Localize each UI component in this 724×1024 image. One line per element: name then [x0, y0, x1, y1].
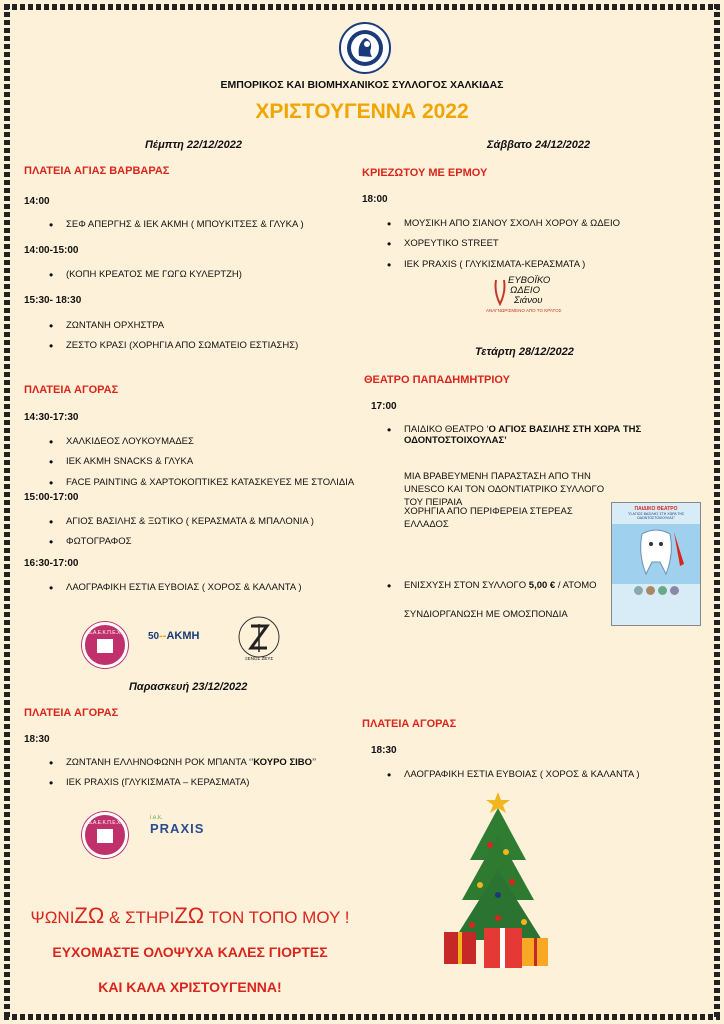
- sponsor-logo-icon: [646, 586, 655, 595]
- list-item: • ΙΕΚ PRAXIS (ΓΛΥΚΙΣΜΑΤΑ – ΚΕΡΑΣΜΑΤΑ): [44, 777, 364, 788]
- sponsor-logo-icon: [658, 586, 667, 595]
- lyre-icon: [494, 278, 508, 306]
- event-list: [382, 580, 622, 600]
- logo-line: ΩΔΕΙΟ: [510, 284, 540, 296]
- list-item: • ΖΩΝΤΑΝΗ ΕΛΛΗΝΟΦΩΝΗ ΡΟΚ ΜΠΑΝΤΑ ‘’ΚΟΥΡΟ ΣΙΒΟ’’: [44, 757, 364, 768]
- wednesday-venue: ΘΕΑΤΡΟ ΠΑΠΑΔΗΜΗΤΡΙΟΥ: [364, 374, 511, 386]
- event-list: [44, 269, 364, 289]
- time-slot: 14:30-17:30: [24, 412, 79, 423]
- list-item: • ΜΟΥΣΙΚΗ ΑΠΟ ΣΙΑΝΟΥ ΣΧΟΛΗ ΧΟΡΟΥ & ΩΔΕΙΟ: [382, 218, 702, 229]
- logo-line: ΕΥΒΟΪΚΟ: [508, 275, 551, 286]
- logo-line: Σιάνου: [514, 294, 543, 306]
- logo-subtitle: ΑΝΑΓΝΩΡΙΣΜΕΝΟ ΑΠΟ ΤΟ ΚΡΑΤΟΣ: [486, 307, 562, 313]
- time-slot: 18:30: [24, 734, 50, 745]
- time-slot: 17:00: [371, 401, 397, 412]
- daepex-logo-text: Δ.Α.Ε.Κ.Π.Ε.Χ.: [88, 820, 122, 826]
- praxis-logo: [150, 815, 204, 836]
- praxis-logo-text: PRAXIS: [150, 821, 205, 836]
- dashed-border-bottom: [4, 1014, 720, 1020]
- evoiko-odeio-logo: [486, 275, 570, 313]
- closing-wishes: ΕΥΧΟΜΑΣΤΕ ΟΛΟΨΥΧΑ ΚΑΛΕΣ ΓΙΟΡΤΕΣ: [52, 944, 328, 960]
- sponsor-logos-row: [612, 586, 700, 595]
- building-icon: [97, 829, 113, 843]
- akmh-logo-text: ΑΚΜΗ: [166, 630, 200, 642]
- zenos-zeus-logo-text: ΞΕΝΟΣ ΖΕΥΣ: [244, 656, 274, 661]
- list-item: • (ΚΟΠΗ ΚΡΕΑΤΟΣ ΜΕ ΓΩΓΩ ΚΥΛΕΡΤΖΗ): [44, 269, 364, 280]
- poster-title: ΠΑΙΔΙΚΟ ΘΕΑΤΡΟ: [634, 506, 678, 512]
- daepex-logo: [82, 812, 128, 858]
- daepex-logo: [82, 622, 128, 668]
- event-list: [382, 769, 702, 789]
- list-item: • ΖΩΝΤΑΝΗ ΟΡΧΗΣΤΡΑ: [44, 320, 364, 331]
- co-organization-note: ΣΥΝΔΙΟΡΓΑΝΩΣΗ ΜΕ ΟΜΟΣΠΟΝΔΙΑ: [404, 609, 568, 620]
- plateia-agoras-venue: ΠΛΑΤΕΙΑ ΑΓΟΡΑΣ: [362, 718, 457, 730]
- sponsor-note: ΧΟΡΗΓΙΑ ΑΠΟ ΠΕΡΙΦΕΡΕΙΑ ΣΤΕΡΕΑΣ ΕΛΛΑΔΟΣ: [404, 506, 573, 530]
- daepex-logo-text: Δ.Α.Ε.Κ.Π.Ε.Χ.: [88, 630, 122, 636]
- association-seal-icon: [339, 22, 391, 74]
- list-item: • ΣΕΦ ΑΠΕΡΓΗΣ & ΙΕΚ ΑΚΜΗ ( ΜΠΟΥΚΙΤΣΕΣ & ΓΛΥΚΑ ): [44, 219, 364, 230]
- time-slot: 18:30: [371, 745, 397, 756]
- event-list: [44, 320, 364, 361]
- theatre-poster: [611, 502, 701, 626]
- time-slot: 16:30-17:00: [24, 558, 79, 569]
- list-item: • ΛΑΟΓΡΑΦΙΚΗ ΕΣΤΙΑ ΕΥΒΟΙΑΣ ( ΧΟΡΟΣ & ΚΑΛΑΝΤΑ ): [44, 582, 364, 593]
- list-item: • ΛΑΟΓΡΑΦΙΚΗ ΕΣΤΙΑ ΕΥΒΟΙΑΣ ( ΧΟΡΟΣ & ΚΑΛΑΝΤΑ ): [382, 769, 702, 780]
- list-item: • ΦΩΤΟΓΡΑΦΟΣ: [44, 536, 364, 547]
- list-item: • ΧΟΡΕΥΤΙΚΟ STREET: [382, 238, 702, 249]
- friday-date: Παρασκευή 23/12/2022: [129, 681, 248, 693]
- event-list: [44, 582, 364, 602]
- time-slot: 14:00: [24, 196, 50, 207]
- tooth-character-icon: [612, 524, 700, 584]
- saturday-venue: ΚΡΙΕΖΩΤΟΥ ΜΕ ΕΡΜΟΥ: [362, 167, 488, 179]
- list-item: • ΙΕΚ PRAXIS ( ΓΛΥΚΙΣΜΑΤΑ-ΚΕΡΑΣΜΑΤΑ ): [382, 259, 702, 270]
- dashed-border-left: [4, 4, 10, 1020]
- event-list: [382, 424, 644, 456]
- list-item: • ΖΕΣΤΟ ΚΡΑΣΙ (ΧΟΡΗΓΙΑ ΑΠΟ ΣΩΜΑΤΕΙΟ ΕΣΤΙΑΣΗΣ): [44, 340, 364, 351]
- list-item: • ΠΑΙΔΙΚΟ ΘΕΑΤΡΟ ‘Ο ΑΓΙΟΣ ΒΑΣΙΛΗΣ ΣΤΗ ΧΩΡΑ ΤΗΣ ΟΔΟΝΤΟΣΤΟΙΧΟΥΛΑΣ’: [382, 424, 644, 447]
- christmas-tree-icon: [440, 790, 560, 975]
- thursday-venue-2: ΠΛΑΤΕΙΑ ΑΓΟΡΑΣ: [24, 384, 119, 396]
- page-title: ΧΡΙΣΤΟΥΓΕΝΝΑ 2022: [255, 100, 469, 123]
- list-item: • ΕΝΙΣΧΥΣΗ ΣΤΟΝ ΣΥΛΛΟΓΟ 5,00 € / ΑΤΟΜΟ: [382, 580, 622, 591]
- award-note: ΜΙΑ ΒΡΑΒΕΥΜΕΝΗ ΠΑΡΑΣΤΑΣΗ ΑΠΟ ΤΗΝ UNESCO ΚΑΙ ΤΟΝ ΟΔΟΝΤΙΑΤΡΙΚΟ ΣΥΛΛΟΓΟ ΤΟΥ ΠΕΙΡΑΙΑ: [404, 471, 605, 508]
- organization-name: ΕΜΠΟΡΙΚΟΣ ΚΑΙ ΒΙΟΜΗΧΑΝΙΚΟΣ ΣΥΛΛΟΓΟΣ ΧΑΛΚΙΔΑΣ: [220, 79, 504, 91]
- akmh-logo-number: 50: [148, 631, 160, 642]
- time-slot: 18:00: [362, 194, 388, 205]
- sponsor-logo-icon: [670, 586, 679, 595]
- list-item: • ΑΓΙΟΣ ΒΑΣΙΛΗΣ & ΞΩΤΙΚΟ ( ΚΕΡΑΣΜΑΤΑ & ΜΠΑΛΟΝΙΑ ): [44, 516, 364, 527]
- closing-merry-christmas: ΚΑΙ ΚΑΛΑ ΧΡΙΣΤΟΥΓΕΝΝΑ!: [98, 979, 282, 995]
- event-list: [44, 436, 374, 497]
- dashed-border-right: [714, 4, 720, 1020]
- closing-slogan: ΨΩΝΙΖΩ & ΣΤΗΡΙΖΩ ΤΟΝ ΤΟΠΟ ΜΟΥ !: [30, 903, 350, 928]
- list-item: • ΧΑΛΚΙΔΕΟΣ ΛΟΥΚΟΥΜΑΔΕΣ: [44, 436, 374, 447]
- akmh-logo: 50--ΑΚΜΗ: [148, 630, 200, 642]
- event-list: [382, 218, 702, 279]
- poster-subtitle: "Ο ΑΓΙΟΣ ΒΑΣΙΛΗΣ ΣΤΗ ΧΩΡΑ ΤΗΣ ΟΔΟΝΤΟΣΤΟΙΧΟΥΛΑΣ": [627, 512, 685, 520]
- building-icon: [97, 639, 113, 653]
- time-slot: 14:00-15:00: [24, 245, 79, 256]
- friday-venue: ΠΛΑΤΕΙΑ ΑΓΟΡΑΣ: [24, 707, 119, 719]
- event-list: [44, 516, 364, 557]
- list-item: • ΙΕΚ ΑΚΜΗ SNACKS & ΓΛΥΚΑ: [44, 456, 374, 467]
- sponsor-logo-icon: [634, 586, 643, 595]
- time-slot: 15:00-17:00: [24, 492, 79, 503]
- wednesday-date: Τετάρτη 28/12/2022: [475, 346, 574, 358]
- thursday-date: Πέμπτη 22/12/2022: [145, 139, 242, 151]
- dashed-border-top: [4, 4, 720, 10]
- event-list: [44, 219, 364, 239]
- list-item: • FACE PAINTING & ΧΑΡΤΟΚΟΠΤΙΚΕΣ ΚΑΤΑΣΚΕΥΕΣ ΜΕ ΣΤΟΛΙΔΙΑ: [44, 477, 374, 488]
- saturday-date: Σάββατο 24/12/2022: [487, 139, 591, 151]
- event-list: [44, 757, 364, 798]
- thursday-venue-1: ΠΛΑΤΕΙΑ ΑΓΙΑΣ ΒΑΡΒΑΡΑΣ: [24, 165, 170, 177]
- praxis-logo-prefix: i.e.k.: [150, 815, 163, 821]
- time-slot: 15:30- 18:30: [24, 295, 82, 306]
